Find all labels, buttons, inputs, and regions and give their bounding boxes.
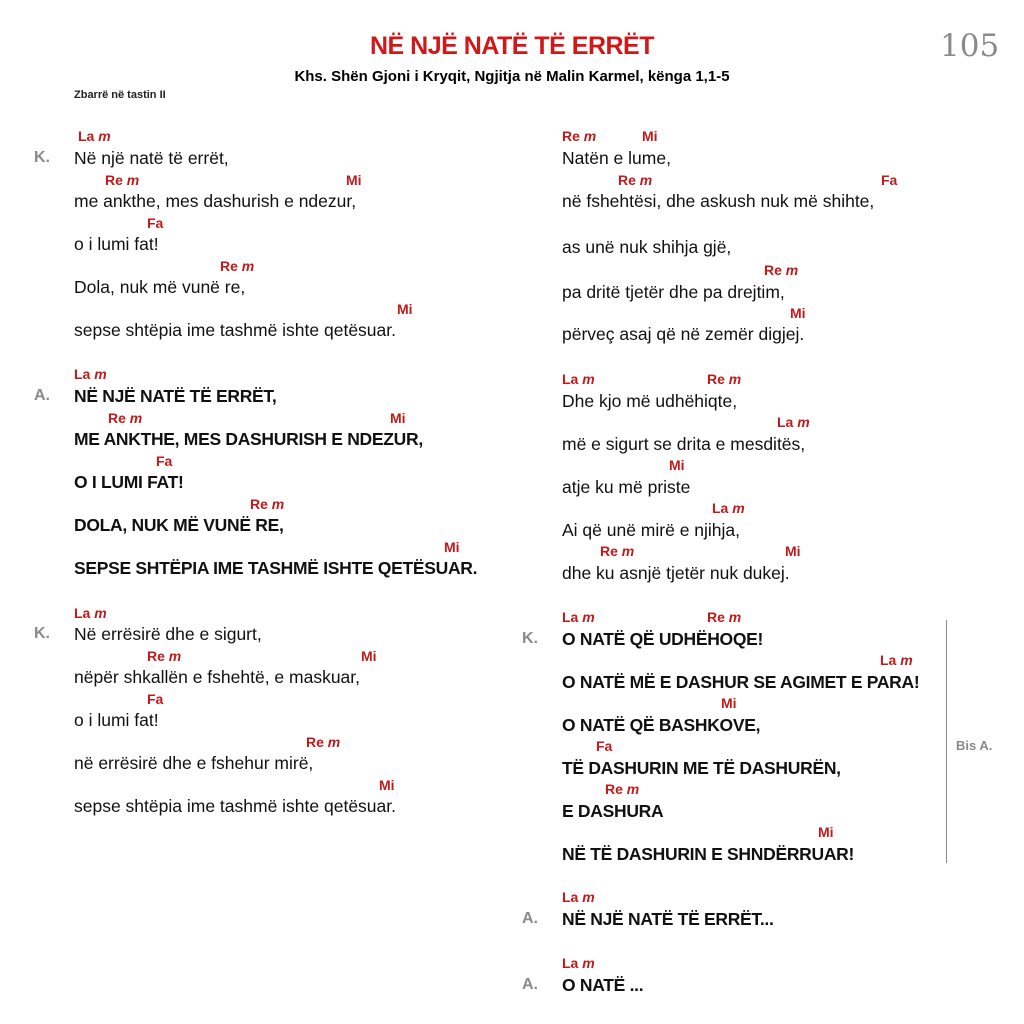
chord-la-minor: La m [74, 605, 107, 621]
section-marker-a: A. [34, 387, 50, 404]
lyric-line: Në një natë të errët, [74, 148, 229, 168]
chord-fa: Fa [596, 738, 613, 754]
refrain-line: O NATË ... [562, 975, 644, 995]
chord-la-minor: La m [712, 500, 745, 516]
chord-mi: Mi [390, 410, 406, 426]
lyric-line: përveç asaj që në zemër digjej. [562, 324, 805, 344]
lyric-line: atje ku më priste [562, 477, 691, 497]
lyric-line: as unë nuk shihja gjë, [562, 237, 732, 257]
refrain-line: DOLA, NUK MË VUNË RE, [74, 515, 284, 535]
chorus-line: O NATË QË BASHKOVE, [562, 715, 761, 735]
chorus-line: E DASHURA [562, 801, 664, 821]
section-marker-a: A. [522, 910, 538, 927]
lyric-line: në errësirë dhe e fshehur mirë, [74, 753, 314, 773]
chord-re-minor: Re m [618, 172, 653, 188]
chord-mi: Mi [379, 777, 395, 793]
chord-re-minor: Re m [562, 128, 597, 144]
chord-re-minor: Re m [605, 781, 640, 797]
chord-la-minor: La m [78, 128, 111, 144]
page-subtitle: Khs. Shën Gjoni i Kryqit, Ngjitja në Malin Karmel, kënga 1,1-5 [294, 68, 730, 85]
lyric-line: në fshehtësi, dhe askush nuk më shihte, [562, 191, 875, 211]
chorus-line: O NATË MË E DASHUR SE AGIMET E PARA! [562, 672, 920, 692]
lyric-line: Dhe kjo më udhëhiqte, [562, 391, 738, 411]
section-marker-k: K. [34, 149, 50, 166]
chord-mi: Mi [669, 457, 685, 473]
chord-mi: Mi [785, 543, 801, 559]
lyric-line: më e sigurt se drita e mesditës, [562, 434, 806, 454]
refrain-line: SEPSE SHTËPIA IME TASHMË ISHTE QETËSUAR. [74, 558, 478, 578]
lyric-line: Në errësirë dhe e sigurt, [74, 624, 262, 644]
lyric-line: o i lumi fat! [74, 234, 159, 254]
chord-re-minor: Re m [600, 543, 635, 559]
chord-mi: Mi [397, 301, 413, 317]
chord-mi: Mi [642, 128, 658, 144]
chorus-line: O NATË QË UDHËHOQE! [562, 629, 764, 649]
chord-re-minor: Re m [147, 648, 182, 664]
chord-re-minor: Re m [707, 609, 742, 625]
chord-fa: Fa [156, 453, 173, 469]
chord-mi: Mi [721, 695, 737, 711]
chord-mi: Mi [818, 824, 834, 840]
chord-fa: Fa [147, 215, 164, 231]
chord-re-minor: Re m [306, 734, 341, 750]
chorus-line: NË TË DASHURIN E SHNDËRRUAR! [562, 844, 855, 864]
chord-re-minor: Re m [250, 496, 285, 512]
chord-la-minor: La m [562, 371, 595, 387]
lyric-line: Ai që unë mirë e njihja, [562, 520, 741, 540]
section-marker-k: K. [522, 630, 538, 647]
chord-la-minor: La m [880, 652, 913, 668]
chord-la-minor: La m [562, 955, 595, 971]
chord-fa: Fa [147, 691, 164, 707]
refrain-line: NË NJË NATË TË ERRËT, [74, 386, 277, 406]
chord-re-minor: Re m [707, 371, 742, 387]
lyric-line: sepse shtëpia ime tashmë ishte qetësuar. [74, 796, 396, 816]
page-number: 105 [940, 28, 1000, 64]
page-title: NË NJË NATË TË ERRËT [369, 32, 655, 60]
chord-mi: Mi [790, 305, 806, 321]
lyric-line: dhe ku asnjë tjetër nuk dukej. [562, 563, 790, 583]
chord-re-minor: Re m [105, 172, 140, 188]
chord-la-minor: La m [562, 889, 595, 905]
chord-mi: Mi [361, 648, 377, 664]
chord-re-minor: Re m [764, 262, 799, 278]
chord-la-minor: La m [562, 609, 595, 625]
lyric-line: nëpër shkallën e fshehtë, e maskuar, [74, 667, 361, 687]
chord-la-minor: La m [74, 366, 107, 382]
lyric-line: me ankthe, mes dashurish e ndezur, [74, 191, 357, 211]
chord-fa: Fa [881, 172, 898, 188]
chorus-line: TË DASHURIN ME TË DASHURËN, [562, 758, 841, 778]
chord-re-minor: Re m [108, 410, 143, 426]
lyric-line: sepse shtëpia ime tashmë ishte qetësuar. [74, 320, 396, 340]
repeat-bracket-line [946, 620, 947, 863]
chord-re-minor: Re m [220, 258, 255, 274]
chord-mi: Mi [346, 172, 362, 188]
section-marker-a: A. [522, 976, 538, 993]
lyric-line: Dola, nuk më vunë re, [74, 277, 246, 297]
refrain-line: O I LUMI FAT! [74, 472, 184, 492]
lyric-line: o i lumi fat! [74, 710, 159, 730]
repeat-label: Bis A. [956, 738, 993, 753]
chord-la-minor: La m [777, 414, 810, 430]
refrain-line: ME ANKTHE, MES DASHURISH E NDEZUR, [74, 429, 423, 449]
lyric-line: Natën e lume, [562, 148, 671, 168]
chord-mi: Mi [444, 539, 460, 555]
refrain-line: NË NJË NATË TË ERRËT... [562, 909, 774, 929]
section-marker-k: K. [34, 625, 50, 642]
lyric-line: pa dritë tjetër dhe pa drejtim, [562, 282, 785, 302]
capo-note: Zbarrë në tastin II [74, 89, 166, 101]
